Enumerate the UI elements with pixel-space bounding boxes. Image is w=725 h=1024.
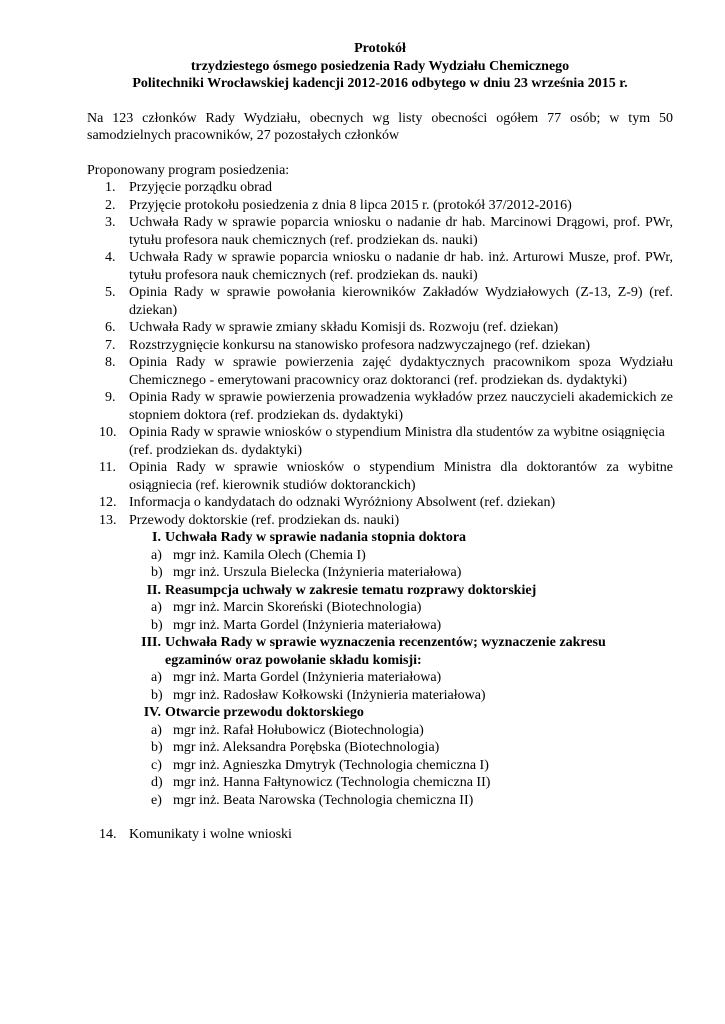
- program-label: Proponowany program posiedzenia:: [87, 162, 290, 178]
- candidate-letter: b): [151, 565, 163, 580]
- candidate-text: mgr inż. Beata Narowska (Technologia chemiczna II): [173, 792, 474, 808]
- document-title: [87, 40, 673, 93]
- candidate-entry: [129, 617, 673, 635]
- agenda-item: [87, 826, 673, 844]
- agenda-item: [87, 424, 673, 459]
- attendance-paragraph: Na 123 członków Rady Wydziału, obecnych wg listy obecności ogółem 77 osób; w tym 50 samodzielnych pracowników, 27 pozostałych członków: [87, 110, 673, 143]
- agenda-item: [87, 337, 673, 355]
- document-page: [87, 40, 673, 844]
- doctoral-sections: [129, 529, 673, 809]
- candidate-entry: [129, 722, 673, 740]
- section-roman-numeral: I.: [152, 530, 161, 545]
- agenda-item-text: Opinia Rady w sprawie wniosków o stypendium Ministra dla studentów za wybitne osiągnięcia: [129, 425, 665, 440]
- candidate-entry: [129, 599, 673, 617]
- candidate-letter: d): [151, 775, 163, 790]
- candidate-text: mgr inż. Radosław Kołkowski (Inżynieria materiałowa): [173, 687, 486, 703]
- section-title: Otwarcie przewodu doktorskiego: [165, 705, 364, 720]
- agenda-item-number: 4.: [105, 250, 116, 265]
- agenda-item: [87, 197, 673, 215]
- agenda-item: [87, 249, 673, 284]
- section-heading: [129, 529, 673, 547]
- candidate-text: mgr inż. Urszula Bielecka (Inżynieria materiałowa): [173, 565, 462, 580]
- agenda-item-text: Rozstrzygnięcie konkursu na stanowisko profesora nadzwyczajnego (ref. dziekan): [129, 337, 591, 353]
- section-roman-numeral: IV.: [143, 705, 161, 720]
- title-line-3: Politechniki Wrocławskiej kadencji 2012-2016 odbytego w dniu 23 września 2015 r.: [132, 76, 628, 91]
- section-title: Uchwała Rady w sprawie nadania stopnia doktora: [165, 530, 467, 545]
- agenda-item-text: Opinia Rady w sprawie powierzenia prowadzenia wykładów przez nauczycieli akademickich ze stopniem doktora (ref. prodziekan ds. dydaktyki): [129, 390, 673, 423]
- section-heading: [129, 704, 673, 722]
- agenda-item-text: Przyjęcie porządku obrad: [129, 180, 273, 195]
- agenda-item: [87, 214, 673, 249]
- agenda-item-text-continued: (ref. prodziekan ds. dydaktyki): [129, 442, 302, 458]
- section-heading: [129, 582, 673, 600]
- agenda-item: [87, 512, 673, 530]
- candidate-letter: a): [151, 600, 162, 615]
- agenda-item-number: 5.: [105, 285, 116, 300]
- agenda-item-text: Przewody doktorskie (ref. prodziekan ds. nauki): [129, 512, 400, 528]
- agenda-item: [87, 354, 673, 389]
- section-title: Uchwała Rady w sprawie wyznaczenia recenzentów; wyznaczenie zakresu egzaminów oraz powołanie składu komisji:: [165, 635, 606, 668]
- candidate-text: mgr inż. Marcin Skoreński (Biotechnologia): [173, 600, 422, 615]
- agenda-item-number: 10.: [99, 425, 117, 440]
- candidate-letter: b): [151, 740, 163, 755]
- candidate-entry: [129, 564, 673, 582]
- agenda-item-number: 3.: [105, 215, 116, 230]
- agenda-item-text: Opinia Rady w sprawie powierzenia zajęć dydaktycznych pracownikom spoza Wydziału Chemicznego - emerytowani pracownicy oraz doktoranci (ref. prodziekan ds. dydaktyki): [129, 355, 673, 388]
- agenda-item-text: Uchwała Rady w sprawie zmiany składu Komisji ds. Rozwoju (ref. dziekan): [129, 320, 559, 335]
- section-roman-numeral: III.: [141, 635, 161, 650]
- section-heading: [129, 634, 673, 669]
- candidate-entry: [129, 687, 673, 705]
- candidate-text: mgr inż. Hanna Fałtynowicz (Technologia chemiczna II): [173, 775, 491, 790]
- candidate-text: mgr inż. Aleksandra Porębska (Biotechnologia): [173, 740, 440, 755]
- candidate-entry: [129, 669, 673, 687]
- agenda-item-number: 14.: [99, 827, 117, 842]
- candidate-entry: [129, 547, 673, 565]
- agenda-item-text: Opinia Rady w sprawie wniosków o stypendium Ministra dla doktorantów za wybitne osiągniecia (ref. kierownik studiów doktoranckich): [129, 460, 673, 493]
- section-title: Reasumpcja uchwały w zakresie tematu rozprawy doktorskiej: [165, 582, 537, 598]
- candidate-text: mgr inż. Rafał Hołubowicz (Biotechnologia): [173, 722, 424, 738]
- agenda-item: [87, 319, 673, 337]
- candidate-letter: e): [151, 792, 162, 808]
- agenda-final: [87, 826, 673, 844]
- title-line-2: trzydziestego ósmego posiedzenia Rady Wydziału Chemicznego: [190, 58, 570, 74]
- agenda-item-number: 8.: [105, 355, 116, 370]
- agenda-list: [87, 179, 673, 529]
- agenda-item-number: 2.: [105, 197, 116, 213]
- agenda-item-text: Opinia Rady w sprawie powołania kierowników Zakładów Wydziałowych (Z-13, Z-9) (ref. dziekan): [129, 285, 673, 318]
- candidate-text: mgr inż. Marta Gordel (Inżynieria materiałowa): [173, 617, 442, 633]
- candidate-text: mgr inż. Marta Gordel (Inżynieria materiałowa): [173, 670, 442, 685]
- agenda-item-text: Przyjęcie protokołu posiedzenia z dnia 8 lipca 2015 r. (protokół 37/2012-2016): [129, 197, 572, 213]
- section-roman-numeral: II.: [146, 582, 161, 598]
- agenda-item-text: Komunikaty i wolne wnioski: [129, 827, 292, 842]
- candidate-letter: a): [151, 722, 162, 738]
- agenda-item: [87, 179, 673, 197]
- agenda-item-text: Uchwała Rady w sprawie poparcia wniosku o nadanie dr hab. inż. Arturowi Musze, prof. PWr, tytułu profesora nauk chemicznych (ref. prodziekan ds. nauki): [129, 250, 673, 283]
- title-line-1: Protokół: [354, 41, 406, 56]
- candidate-letter: a): [151, 547, 162, 563]
- candidate-letter: b): [151, 617, 163, 633]
- candidate-entry: [129, 757, 673, 775]
- agenda-item-number: 11.: [99, 460, 116, 475]
- agenda-item-text: Uchwała Rady w sprawie poparcia wniosku o nadanie dr hab. Marcinowi Drągowi, prof. PWr, tytułu profesora nauk chemicznych (ref. prodziekan ds. nauki): [129, 215, 673, 248]
- agenda-item-number: 9.: [105, 390, 116, 405]
- candidate-text: mgr inż. Kamila Olech (Chemia I): [173, 547, 366, 563]
- agenda-item: [87, 494, 673, 512]
- candidate-letter: a): [151, 670, 162, 685]
- agenda-item: [87, 284, 673, 319]
- candidate-text: mgr inż. Agnieszka Dmytryk (Technologia chemiczna I): [173, 757, 489, 773]
- candidate-entry: [129, 739, 673, 757]
- agenda-item: [87, 459, 673, 494]
- agenda-item-number: 6.: [105, 320, 116, 335]
- agenda-item-number: 13.: [99, 512, 117, 528]
- candidate-letter: b): [151, 687, 163, 703]
- candidate-entry: [129, 774, 673, 792]
- candidate-letter: c): [151, 757, 162, 773]
- candidate-entry: [129, 792, 673, 810]
- agenda-item-number: 7.: [105, 337, 116, 353]
- agenda-item-text: Informacja o kandydatach do odznaki Wyróżniony Absolwent (ref. dziekan): [129, 495, 556, 510]
- agenda-item: [87, 389, 673, 424]
- agenda-item-number: 1.: [105, 180, 116, 195]
- agenda-item-number: 12.: [99, 495, 117, 510]
